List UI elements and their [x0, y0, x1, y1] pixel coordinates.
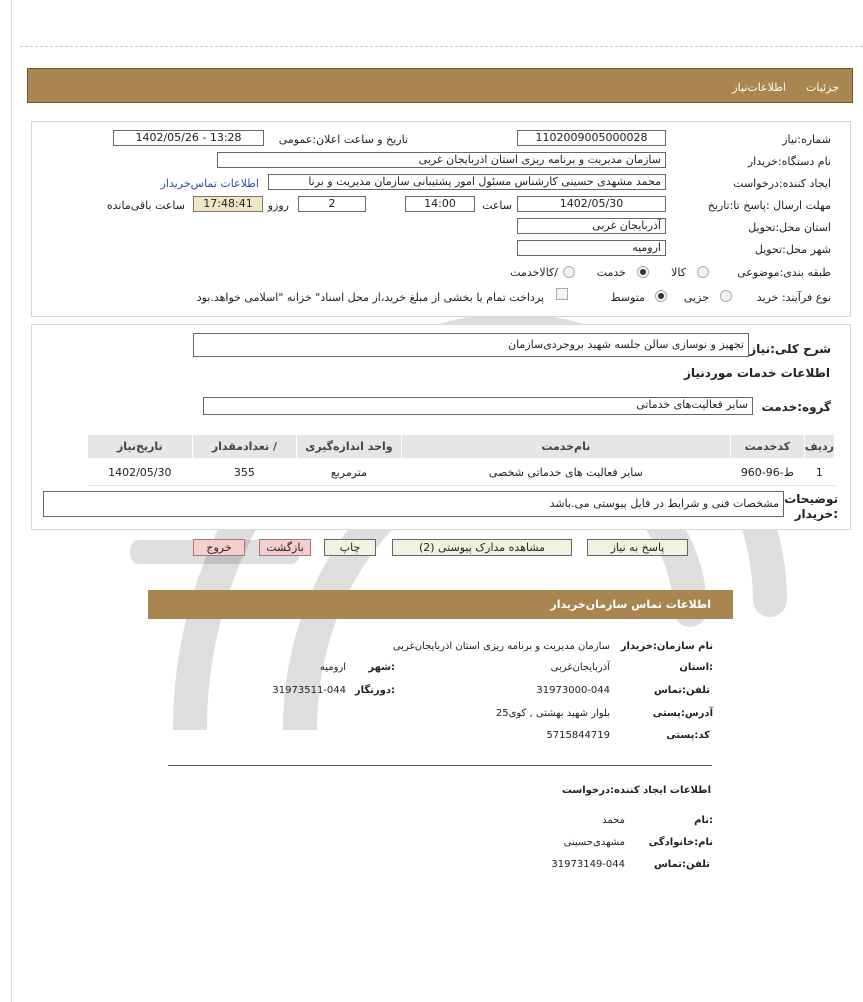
print-button[interactable]: چاپ — [324, 539, 376, 556]
services-title: اطلاعات خدمات موردنیاز — [683, 366, 830, 380]
section-divider — [168, 765, 712, 766]
request-creator-label: ایجاد کننده:درخواست — [733, 177, 831, 190]
col-service-name: نام‌خدمت — [401, 435, 730, 459]
contact-city-value: ارومیه — [319, 662, 346, 673]
category-goods-radio[interactable] — [697, 266, 709, 278]
exit-button[interactable]: خروج — [193, 539, 245, 556]
col-row: ردیف — [804, 435, 834, 459]
process-type-label: نوع فرآیند: خرید — [756, 291, 831, 304]
category-label: طبقه بندی:موضوعی — [737, 266, 831, 279]
contact-city-label: :شهر — [368, 662, 395, 673]
announce-date-field: 1402/05/26 - 13:28 — [113, 130, 264, 146]
category-service-radio[interactable] — [637, 266, 649, 278]
delivery-province-field: آذربایجان غربی — [517, 218, 666, 234]
service-group-field: سایر فعالیت‌های خدماتی — [203, 397, 753, 415]
cell-need-date: 1402/05/30 — [88, 459, 193, 486]
buyer-contact-link[interactable]: اطلاعات تماس‌خریدار — [160, 177, 259, 190]
request-creator-field: محمد مشهدی حسینی کارشناس مسئول امور پشتیبانی سازمان مدیریت و برنا — [268, 174, 666, 190]
contact-phone-label: تلفن:تماس — [653, 685, 710, 696]
view-attachments-button[interactable]: مشاهده مدارک پیوستی (2) — [392, 539, 572, 556]
contact-province-value: آذربایجان‌غربی — [550, 662, 610, 673]
table-row — [88, 459, 835, 486]
deadline-date-field: 1402/05/30 — [517, 196, 666, 212]
delivery-city-field: ارومیه — [517, 240, 666, 256]
creator-family-value: مشهدی‌حسینی — [563, 837, 625, 848]
contact-address-label: آدرس:پستی — [652, 708, 713, 719]
summary-field: تجهیز و نوسازی سالن جلسه شهید بروجردی‌سازمان — [193, 333, 749, 357]
process-medium-label: متوسط — [610, 291, 645, 304]
contact-fax-value: 31973511-044 — [272, 685, 346, 696]
delivery-city-label: شهر محل:تحویل — [754, 243, 831, 256]
creator-name-value: محمد — [602, 815, 625, 826]
creator-phone-label: تلفن:تماس — [653, 859, 710, 870]
category-goods-service-label: /کالاخدمت — [510, 266, 558, 279]
category-goods-label: کالا — [671, 266, 686, 279]
deadline-label: مهلت ارسال :پاسخ تا:تاریخ — [707, 199, 831, 212]
contact-postal-value: 5715844719 — [546, 730, 610, 741]
tab-need-info[interactable]: اطلاعات‌نیاز — [732, 81, 786, 94]
contact-fax-label: :دورنگار — [354, 685, 395, 696]
process-minor-label: جزیی — [683, 291, 709, 304]
category-goods-service-radio[interactable] — [563, 266, 575, 278]
cell-row: 1 — [804, 459, 834, 486]
contact-phone-value: 31973000-044 — [536, 685, 610, 696]
cell-unit: مترمربع — [297, 459, 402, 486]
tab-details[interactable]: جزئیات — [806, 81, 839, 94]
creator-info-title: اطلاعات ایجاد کننده:درخواست — [561, 785, 711, 796]
buyer-contact-title: اطلاعات تماس سازمان‌خریدار — [550, 598, 711, 611]
creator-family-label: نام:خانوادگی — [648, 837, 713, 848]
service-group-label: گروه:خدمت — [761, 400, 831, 414]
col-unit: واحد اندازه‌گیری — [297, 435, 402, 459]
buyer-notes-field: مشخصات فنی و شرایط در فایل پیوستی می.باشد — [43, 491, 784, 517]
contact-province-label: :استان — [679, 662, 713, 673]
category-service-label: خدمت — [596, 266, 626, 279]
contact-postal-label: کد:پستی — [666, 730, 710, 741]
col-quantity: / تعدادمقدار — [192, 435, 297, 459]
contact-org-value: سازمان مدیریت و برنامه ریزی استان اذربایجان‌غربی — [392, 641, 610, 652]
col-service-code: کدخدمت — [730, 435, 804, 459]
buyer-org-field: سازمان مدیریت و برنامه ریزی استان اذربایجان غربی — [217, 152, 666, 168]
treasury-payment-text: پرداخت تمام یا بخشی از مبلغ خرید،از محل اسناد" خزانه "اسلامی خواهد.بود — [196, 291, 544, 304]
creator-phone-value: 31973149-044 — [551, 859, 625, 870]
buyer-notes-label: توضیحات :خریدار — [784, 492, 838, 521]
days-label: روزو — [267, 199, 289, 212]
services-table — [87, 434, 835, 486]
need-number-label: شماره:نیاز — [782, 133, 831, 146]
summary-label: شرح کلی:نیاز — [749, 342, 831, 356]
process-minor-radio[interactable] — [720, 290, 732, 302]
time-remaining-label: ساعت باقی‌مانده — [106, 199, 185, 212]
col-need-date: تاریخ‌نیاز — [88, 435, 193, 459]
days-remaining-field: 2 — [298, 196, 366, 212]
cell-service-name: سایر فعالیت های خدماتی شخصی — [401, 459, 730, 486]
contact-org-label: نام سازمان:خریدار — [620, 641, 713, 652]
cell-service-code: ط-96-960 — [730, 459, 804, 486]
contact-address-value: بلوار شهید بهشتی , کوی25 — [495, 708, 610, 719]
need-info-panel — [31, 121, 851, 317]
creator-name-label: :نام — [694, 815, 713, 826]
process-medium-radio[interactable] — [655, 290, 667, 302]
buyer-org-label: نام دستگاه:خریدار — [747, 155, 831, 168]
delivery-province-label: استان محل:تحویل — [748, 221, 831, 234]
deadline-time-label: ساعت — [482, 199, 512, 212]
back-button[interactable]: بازگشت — [259, 539, 311, 556]
reply-button[interactable]: پاسخ به نیاز — [587, 539, 688, 556]
header-bar — [27, 68, 853, 103]
need-number-field: 1102009005000028 — [517, 130, 666, 146]
announce-date-label: تاریخ و ساعت اعلان:عمومی — [278, 133, 408, 146]
time-remaining-field: 17:48:41 — [193, 196, 263, 212]
deadline-time-field: 14:00 — [405, 196, 475, 212]
buyer-contact-header — [148, 590, 733, 619]
treasury-payment-checkbox[interactable] — [556, 288, 568, 300]
top-divider — [20, 46, 863, 47]
left-border — [11, 0, 12, 1002]
cell-quantity: 355 — [192, 459, 297, 486]
